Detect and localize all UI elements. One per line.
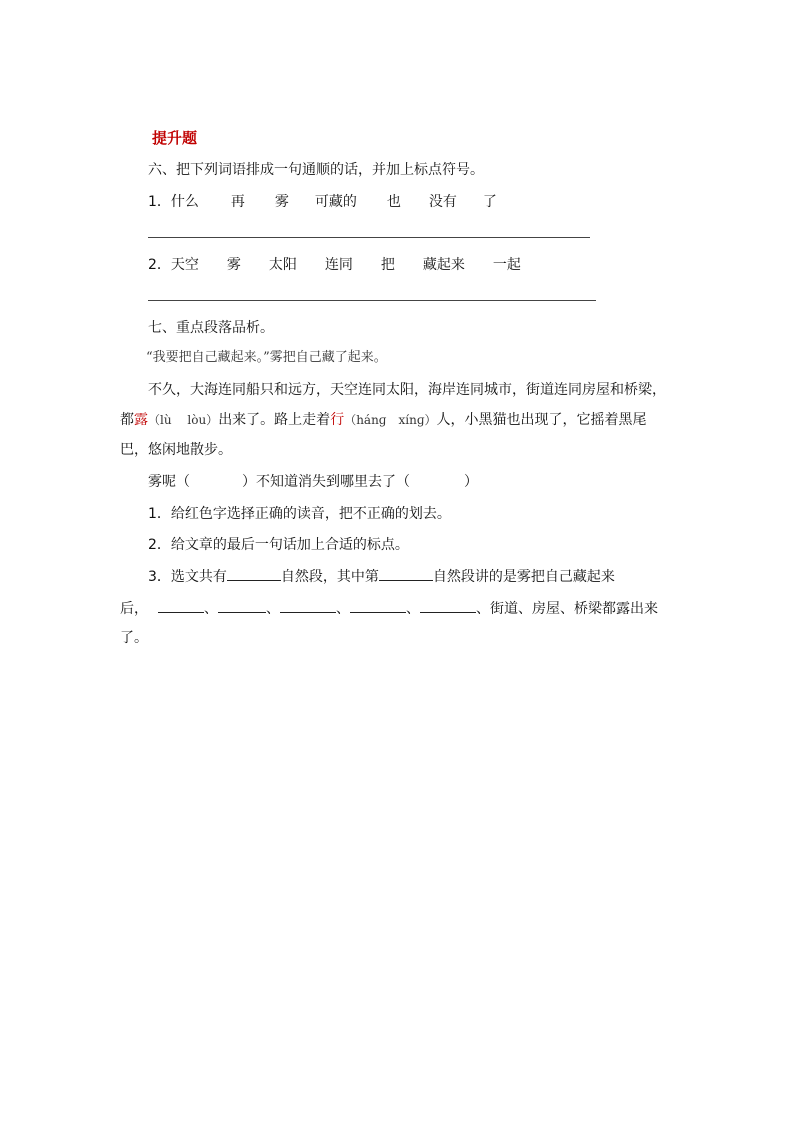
text: 后， (120, 601, 148, 617)
word: 天空 (170, 257, 199, 273)
word: 再 (230, 194, 245, 210)
pinyin-options: （hánɡ xínɡ） (344, 413, 437, 427)
red-character: 露 (134, 412, 148, 428)
word: 太阳 (268, 257, 297, 273)
text: ） (464, 474, 478, 490)
answer-blank[interactable] (350, 598, 406, 613)
word: 雾 (274, 194, 289, 210)
task-3-line-2 (120, 598, 658, 619)
task-2: 2．给文章的最后一句话加上合适的标点。 (148, 537, 409, 553)
pinyin-options: （lù lòu） (148, 413, 219, 427)
q6-row2 (148, 255, 521, 275)
answer-line (148, 300, 596, 301)
row-number: 1． (148, 194, 171, 210)
text: 、街道、房屋、桥梁都露出来 (476, 601, 658, 617)
answer-blank[interactable] (280, 598, 336, 613)
word: 了 (482, 194, 497, 210)
paragraph-line-1: 不久，大海连同船只和远方，天空连同太阳，海岸连同城市，街道连同房屋和桥梁， (148, 382, 666, 398)
q7-title: 七、重点段落品析。 (148, 320, 274, 336)
separator: 、 (266, 601, 280, 617)
paragraph-line-2 (120, 410, 647, 430)
word: 藏起来 (422, 257, 465, 273)
answer-blank[interactable] (158, 598, 204, 613)
text: ）不知道消失到哪里去了（ (242, 474, 410, 490)
quote-line: “我要把自己藏起来。”雾把自己藏了起来。 (146, 350, 387, 365)
task-3-line-3: 了。 (120, 630, 148, 646)
text: 雾呢（ (148, 474, 190, 490)
row-number: 2． (148, 257, 171, 273)
word: 连同 (324, 257, 353, 273)
answer-blank[interactable] (379, 566, 433, 581)
q6-row1 (148, 192, 497, 212)
separator: 、 (204, 601, 218, 617)
text: 自然段讲的是雾把自己藏起来 (432, 569, 615, 585)
fog-line (148, 472, 478, 492)
answer-blank[interactable] (420, 598, 476, 613)
answer-line (148, 237, 590, 238)
word: 一起 (492, 257, 521, 273)
word: 什么 (170, 194, 199, 210)
answer-blank[interactable] (218, 598, 266, 613)
word: 没有 (428, 194, 457, 210)
text: 都 (120, 412, 134, 428)
answer-blank[interactable] (227, 566, 281, 581)
word: 雾 (226, 257, 241, 273)
word: 也 (386, 194, 401, 210)
text: 3．选文共有 (148, 569, 227, 585)
separator: 、 (336, 601, 350, 617)
task-3-line-1 (148, 566, 615, 587)
text: 自然段，其中第 (280, 569, 379, 585)
text: 人，小黑猫也出现了，它摇着黑尾 (436, 412, 647, 428)
word: 可藏的 (314, 194, 357, 210)
task-1: 1．给红色字选择正确的读音，把不正确的划去。 (148, 506, 451, 522)
text: 出来了。路上走着 (218, 412, 331, 428)
section-heading: 提升题 (152, 129, 198, 147)
separator: 、 (406, 601, 420, 617)
red-character: 行 (330, 412, 345, 428)
paragraph-line-3: 巴，悠闲地散步。 (120, 442, 232, 458)
word: 把 (380, 257, 395, 273)
q6-title: 六、把下列词语排成一句通顺的话，并加上标点符号。 (148, 162, 484, 178)
